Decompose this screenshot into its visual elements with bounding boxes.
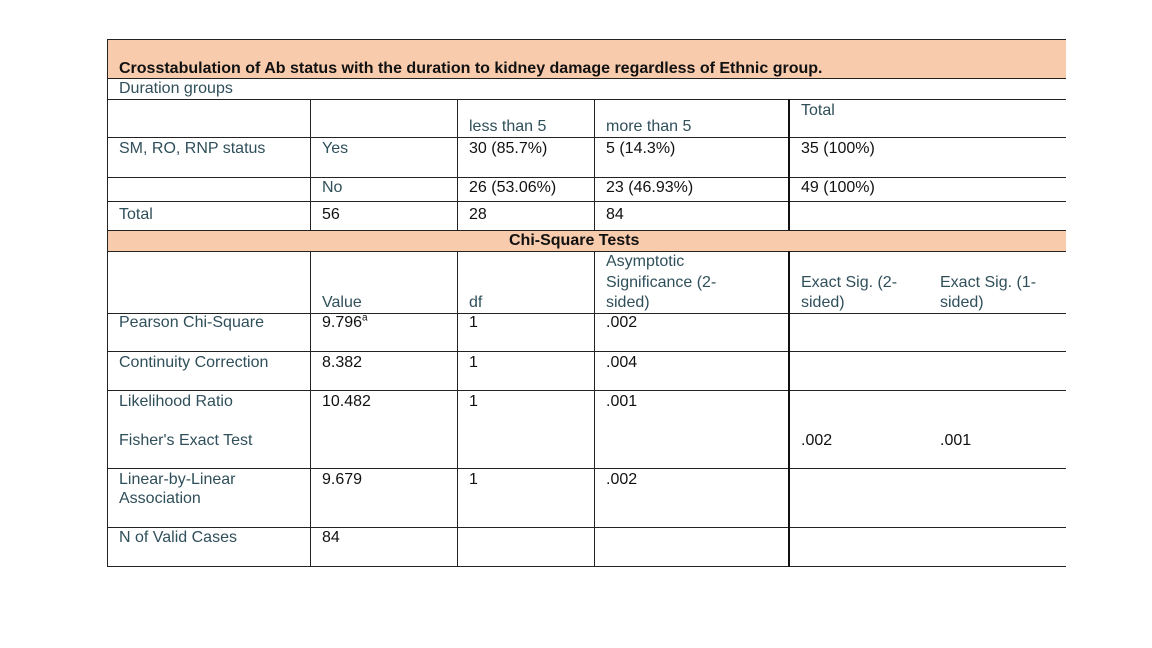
pearson-label: Pearson Chi-Square (119, 314, 264, 331)
pearson-footnote-mark: a (362, 312, 368, 324)
header-df: df (469, 294, 483, 311)
pearson-value (322, 313, 368, 333)
grid-line (108, 251, 1066, 252)
no-less: 26 (53.06%) (469, 179, 557, 196)
header-exact1-1: Exact Sig. (1- (940, 274, 1037, 291)
grid-line (108, 527, 1066, 528)
header-asym-2: Significance (2- (606, 274, 717, 291)
nvalid-label: N of Valid Cases (119, 529, 237, 546)
grid-line (108, 99, 1066, 100)
grid-line (107, 39, 108, 567)
grid-line (594, 99, 595, 230)
grid-line (108, 468, 1066, 469)
header-exact2-2: sided) (801, 294, 845, 311)
linear-value: 9.679 (322, 471, 363, 488)
grid-line (108, 137, 1066, 138)
header-value: Value (322, 294, 362, 311)
header-asym-3: sided) (606, 294, 650, 311)
fisher-label: Fisher's Exact Test (119, 432, 253, 449)
grid-line (457, 251, 458, 567)
continuity-asym: .004 (606, 354, 638, 371)
grid-line (457, 99, 458, 230)
grid-line (594, 251, 595, 567)
header-total: Total (801, 102, 835, 119)
total-row-c1: 56 (322, 206, 340, 223)
linear-label-1: Linear-by-Linear (119, 471, 236, 488)
pearson-value-number: 9.796 (322, 314, 363, 331)
fisher-exact1: .001 (940, 432, 972, 449)
total-row-c2: 28 (469, 206, 487, 223)
header-asym-1: Asymptotic (606, 253, 685, 270)
total-row-c3: 84 (606, 206, 624, 223)
linear-df: 1 (469, 471, 478, 488)
likelihood-asym: .001 (606, 393, 638, 410)
grid-line (310, 251, 311, 567)
linear-label-2: Association (119, 490, 201, 507)
total-row-label: Total (119, 206, 153, 223)
continuity-label: Continuity Correction (119, 354, 269, 371)
nvalid-value: 84 (322, 529, 340, 546)
header-exact1-2: sided) (940, 294, 984, 311)
yes-less: 30 (85.7%) (469, 140, 548, 157)
row-label-status: SM, RO, RNP status (119, 140, 266, 157)
likelihood-label: Likelihood Ratio (119, 393, 233, 410)
likelihood-value: 10.482 (322, 393, 371, 410)
yes-total: 35 (100%) (801, 140, 875, 157)
pearson-asym: .002 (606, 314, 638, 331)
grid-line (310, 99, 311, 230)
no-more: 23 (46.93%) (606, 179, 694, 196)
grid-line (108, 177, 1066, 178)
header-more-than-5: more than 5 (606, 118, 692, 135)
continuity-value: 8.382 (322, 354, 363, 371)
pearson-df: 1 (469, 314, 478, 331)
duration-groups-label: Duration groups (119, 80, 233, 97)
header-exact2-1: Exact Sig. (2- (801, 274, 898, 291)
continuity-df: 1 (469, 354, 478, 371)
grid-line (108, 566, 1066, 567)
fisher-exact2: .002 (801, 432, 833, 449)
yes-more: 5 (14.3%) (606, 140, 676, 157)
likelihood-df: 1 (469, 393, 478, 410)
grid-line (108, 39, 1066, 40)
grid-line (788, 99, 790, 230)
grid-line (108, 201, 1066, 202)
no-total: 49 (100%) (801, 179, 875, 196)
yes-label: Yes (322, 140, 349, 157)
no-label: No (322, 179, 343, 196)
header-less-than-5: less than 5 (469, 118, 547, 135)
grid-line (108, 390, 1066, 391)
linear-asym: .002 (606, 471, 638, 488)
chi-square-title: Chi-Square Tests (509, 232, 640, 249)
grid-line (108, 351, 1066, 352)
grid-line (788, 251, 790, 567)
crosstab-title: Crosstabulation of Ab status with the duration to kidney damage regardless of Ethnic group. (119, 60, 823, 77)
